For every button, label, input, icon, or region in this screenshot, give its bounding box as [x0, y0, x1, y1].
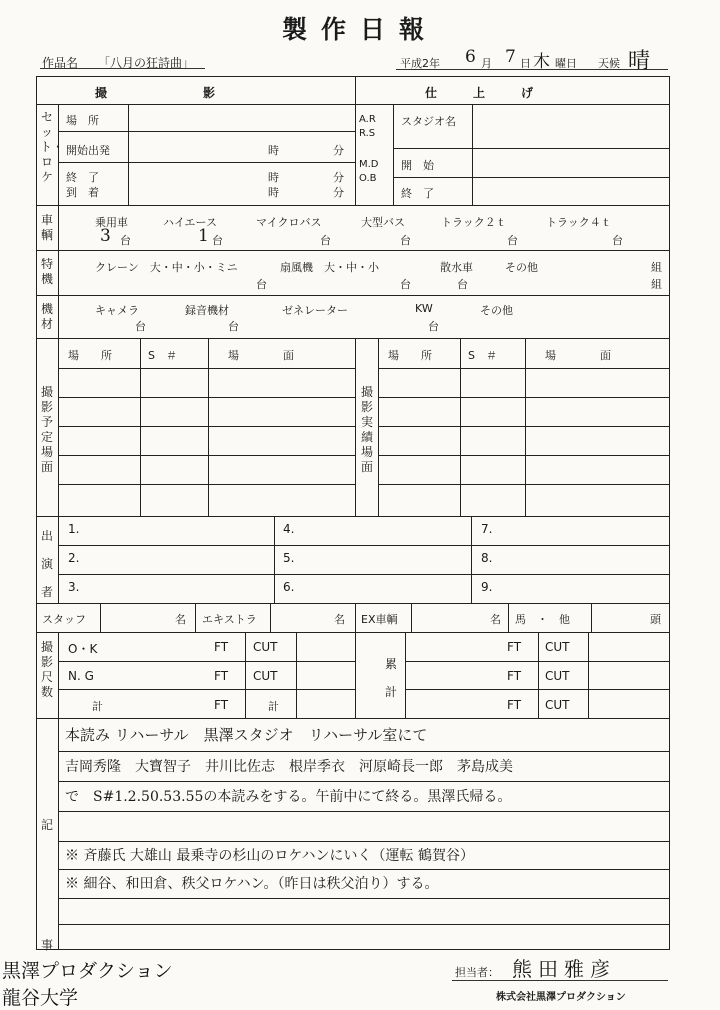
line — [355, 632, 356, 718]
cut-unit: CUT — [253, 669, 278, 683]
weekday-value: 木 — [533, 52, 550, 72]
cut-unit: CUT — [545, 698, 570, 712]
line — [405, 632, 406, 718]
note-line-1: 本読み リハーサル 黒澤スタジオ リハーサル室にて — [65, 726, 428, 744]
md-ob-label: M.D O.B — [359, 159, 379, 184]
line — [58, 751, 669, 752]
unit: 台 — [320, 234, 331, 247]
staff-label: スタッフ — [42, 613, 86, 626]
line — [37, 632, 669, 633]
line — [274, 516, 275, 603]
col-scene: 場 面 — [545, 349, 611, 362]
depart-label: 開始出発 — [66, 144, 110, 157]
line — [140, 338, 141, 516]
era: 平成2年 — [400, 57, 440, 70]
line — [378, 484, 669, 485]
line — [393, 148, 669, 149]
day-unit: 日 — [520, 57, 531, 70]
watermark-university: 龍谷大学 — [2, 987, 79, 1009]
unit: 台 — [400, 278, 411, 291]
footage-label: 撮影尺数 — [40, 640, 53, 699]
weekday-label: 曜日 — [555, 57, 577, 70]
col-sno: S ＃ — [468, 349, 497, 362]
company-name: 株式会社黒澤プロダクション — [496, 992, 626, 1003]
work-label: 作品名 — [42, 56, 79, 70]
line — [37, 250, 669, 251]
unit: 台 — [228, 320, 239, 333]
ft-unit: FT — [507, 669, 522, 683]
vehicles-label: 車輌 — [40, 213, 53, 242]
line — [378, 455, 669, 456]
set-unit: 組 — [651, 278, 662, 291]
line — [100, 603, 101, 632]
line — [37, 205, 669, 206]
col-place: 場 所 — [388, 349, 432, 362]
cast-slot-9: 9. — [481, 580, 493, 594]
equipment-label: 機材 — [40, 302, 53, 331]
line — [508, 603, 509, 632]
month-unit: 月 — [481, 57, 492, 70]
ex-vehicle-label: EX車輌 — [361, 613, 398, 626]
line — [37, 338, 669, 339]
equip-camera: キャメラ — [95, 304, 139, 317]
ft-unit: FT — [214, 669, 229, 683]
notes-label: 記事 — [40, 818, 53, 952]
vehicle-bigbus: 大型バス — [361, 216, 405, 229]
line — [37, 718, 669, 719]
line — [208, 338, 209, 516]
line — [591, 603, 592, 632]
line — [588, 632, 589, 718]
line — [58, 661, 355, 662]
line — [58, 131, 355, 132]
finish-label: 終 了 — [401, 187, 434, 200]
line — [393, 104, 394, 205]
place-label: 場 所 — [66, 114, 99, 127]
unit: 台 — [120, 234, 131, 247]
line — [58, 368, 355, 369]
line — [405, 689, 669, 690]
line — [58, 516, 59, 603]
minute-label: 分 — [333, 144, 344, 157]
line — [405, 661, 669, 662]
line — [355, 338, 356, 516]
month-value: 6 — [465, 47, 476, 67]
line — [525, 338, 526, 516]
ft-unit: FT — [507, 698, 522, 712]
person-label: 担当者： — [455, 966, 499, 979]
line — [471, 516, 472, 603]
section-shooting: 撮 影 — [95, 86, 216, 100]
total-label: 計 — [92, 700, 103, 713]
cast-slot-3: 3. — [68, 580, 80, 594]
work-underline — [40, 68, 205, 69]
vehicle-microbus: マイクロバス — [256, 216, 322, 229]
unit: 台 — [507, 234, 518, 247]
cast-slot-8: 8. — [481, 551, 493, 565]
ok-label: O・K — [68, 642, 98, 656]
set-loc-label: セット・ロケ — [40, 110, 65, 184]
special-other: その他 — [505, 261, 538, 274]
vehicle-truck2t: トラック２ｔ — [441, 216, 507, 229]
line — [37, 516, 669, 517]
line — [245, 632, 246, 718]
line — [195, 603, 196, 632]
unit: 台 — [612, 234, 623, 247]
line — [37, 603, 669, 604]
vehicle-car: 乗用車 — [95, 216, 128, 229]
cast-slot-1: 1. — [68, 522, 80, 536]
ar-rs-label: A.R R.S — [359, 114, 376, 139]
person-underline — [452, 980, 668, 981]
line — [378, 397, 669, 398]
start-label: 開 始 — [401, 159, 434, 172]
report-form — [36, 76, 670, 950]
unit: 台 — [457, 278, 468, 291]
ft-unit: FT — [214, 640, 229, 654]
cast-label: 出演者 — [40, 529, 53, 599]
unit: 台 — [212, 234, 223, 247]
extra-label: エキストラ — [202, 613, 257, 626]
person-name: 熊田雅彦 — [512, 957, 616, 981]
hour-label: 時 — [268, 144, 279, 157]
line — [58, 484, 355, 485]
special-label: 特機 — [40, 257, 53, 286]
line — [58, 426, 355, 427]
line — [58, 869, 669, 870]
total-label: 計 — [268, 700, 279, 713]
head-unit: 頭 — [650, 613, 661, 626]
line — [58, 924, 669, 925]
watermark-production: 黒澤プロダクション — [2, 960, 173, 982]
line — [378, 368, 669, 369]
line — [460, 338, 461, 516]
line — [58, 250, 59, 295]
vehicle-hiace: ハイエース — [163, 216, 218, 229]
weather-label: 天候 — [598, 57, 620, 70]
ft-unit: FT — [214, 698, 229, 712]
equip-generator: ゼネレーター — [282, 304, 348, 317]
col-place: 場 所 — [68, 349, 112, 362]
line — [411, 603, 412, 632]
equip-other: その他 — [480, 304, 513, 317]
cast-slot-5: 5. — [283, 551, 295, 565]
day-value: 7 — [505, 47, 516, 67]
planned-label: 撮影予定場面 — [40, 385, 53, 474]
col-sno: S ＃ — [148, 349, 177, 362]
line — [58, 162, 355, 163]
ng-label: N. G — [68, 669, 94, 683]
line — [58, 898, 669, 899]
line — [355, 603, 356, 632]
line — [58, 455, 355, 456]
line — [378, 338, 379, 516]
unit: 台 — [400, 234, 411, 247]
line — [58, 718, 59, 950]
line — [58, 545, 669, 546]
note-line-2: 吉岡秀隆 大寶智子 井川比佐志 根岸季衣 河原崎長一郎 茅島成美 — [65, 759, 513, 775]
line — [128, 104, 129, 205]
line — [58, 397, 355, 398]
line — [58, 841, 669, 842]
line — [58, 104, 59, 205]
line — [37, 104, 669, 105]
minute-label: 分 — [333, 171, 344, 184]
cut-unit: CUT — [545, 640, 570, 654]
line — [538, 632, 539, 718]
weather-value: 晴 — [628, 49, 651, 74]
horse-label: 馬 ・ 他 — [515, 613, 570, 626]
hiace-count: 1 — [198, 226, 209, 246]
cast-slot-2: 2. — [68, 551, 80, 565]
date-underline — [396, 69, 668, 70]
line — [270, 603, 271, 632]
line — [58, 811, 669, 812]
divider-shoot-finish — [355, 77, 356, 205]
note-line-3: で S#1.2.50.53.55の本読みをする。午前中にて終る。黒澤氏帰る。 — [65, 789, 512, 805]
line — [58, 205, 59, 250]
note-line-5: ※ 斉藤氏 大雄山 最乗寺の杉山のロケハンにいく（運転 鶴賀谷） — [65, 848, 474, 864]
line — [393, 177, 669, 178]
set-unit: 組 — [651, 261, 662, 274]
special-fan: 扇風機 大・中・小 — [280, 261, 379, 274]
line — [58, 574, 669, 575]
count-unit: 名 — [334, 613, 345, 626]
hour-label: 時 — [268, 186, 279, 199]
hour-label: 時 — [268, 171, 279, 184]
actual-label: 撮影実績場面 — [360, 385, 373, 474]
unit: 台 — [256, 278, 267, 291]
count-unit: 名 — [490, 613, 501, 626]
arrive-label: 到 着 — [66, 186, 99, 199]
unit: 台 — [135, 320, 146, 333]
vehicle-truck4t: トラック４ｔ — [546, 216, 612, 229]
minute-label: 分 — [333, 186, 344, 199]
line — [37, 295, 669, 296]
line — [378, 426, 669, 427]
section-finishing: 仕 上 げ — [425, 86, 534, 100]
ft-unit: FT — [507, 640, 522, 654]
special-crane: クレーン 大・中・小・ミニ — [95, 261, 238, 274]
work-title: 「八月の狂詩曲」 — [98, 56, 195, 70]
line — [58, 781, 669, 782]
cut-unit: CUT — [253, 640, 278, 654]
equip-kw: KW — [415, 302, 433, 315]
count-unit: 名 — [175, 613, 186, 626]
line — [472, 104, 473, 205]
note-line-6: ※ 細谷、和田倉、秩父ロケハン。（昨日は秩父泊り）する。 — [65, 876, 439, 892]
line — [58, 689, 355, 690]
line — [58, 295, 59, 338]
end-label: 終 了 — [66, 171, 99, 184]
cast-slot-7: 7. — [481, 522, 493, 536]
page-title: 製作日報 — [281, 15, 438, 44]
cast-slot-6: 6. — [283, 580, 295, 594]
line — [296, 632, 297, 718]
cumulative-label: 累計 — [384, 657, 397, 699]
line — [58, 338, 59, 516]
equip-recorder: 録音機材 — [185, 304, 229, 317]
cut-unit: CUT — [545, 669, 570, 683]
unit: 台 — [428, 320, 439, 333]
car-count: 3 — [100, 226, 111, 246]
col-scene: 場 面 — [228, 349, 294, 362]
studio-label: スタジオ名 — [401, 115, 456, 128]
cast-slot-4: 4. — [283, 522, 295, 536]
line — [58, 632, 59, 718]
special-water: 散水車 — [440, 261, 473, 274]
